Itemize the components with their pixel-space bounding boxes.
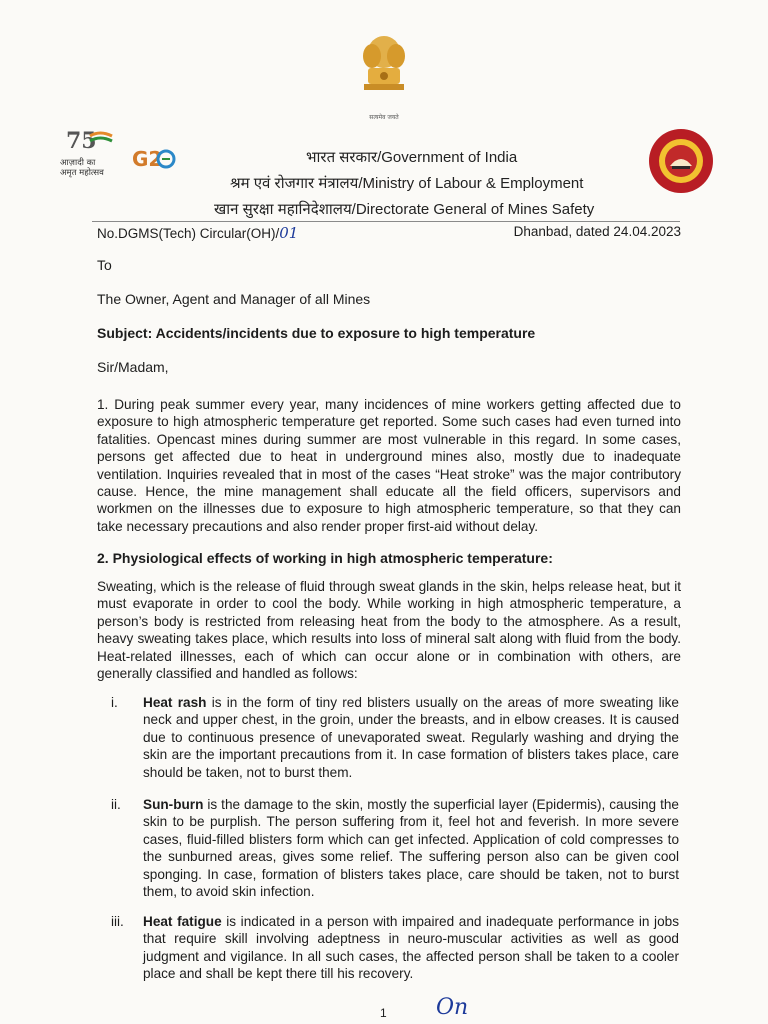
addressee: The Owner, Agent and Manager of all Mines	[97, 291, 371, 307]
svg-text:G2: G2	[132, 147, 163, 171]
left-logos	[60, 126, 200, 182]
list-item-text	[143, 694, 679, 781]
circular-number	[97, 224, 298, 242]
list-item-number: ii.	[111, 797, 121, 812]
list-item-body: is the damage to the skin, mostly the superficial layer (Epidermis), causing the skin to be purplish. The person suffering from it, feel hot and feverish. In more severe cases, fluid-filled blisters form which can get infected. Application of cold compresses to the sunburned areas, gives some relief. The suffering person also can be given cool sponging. In case, formation of blisters takes place, care should be taken, not to burst them, to avoid skin infection.	[143, 797, 679, 900]
dgms-seal-icon	[646, 126, 716, 196]
letterhead-ministry: श्रम एवं रोजगार मंत्रालय/Ministry of Labour & Employment	[230, 175, 584, 192]
list-item-term: Heat rash	[143, 695, 207, 710]
circular-number-text: No.DGMS(Tech) Circular(OH)/	[97, 226, 280, 241]
place-date: Dhanbad, dated 24.04.2023	[513, 224, 681, 239]
salutation: Sir/Madam,	[97, 359, 169, 375]
list-item-body: is indicated in a person with impaired and inadequate performance in jobs that require skill involving adeptness in neuro-muscular activities as well as good judgment and vigilance. In all such cases, the affected person shall be taken to a cooler place and shall be kept there till his recovery.	[143, 914, 679, 982]
to-label: To	[97, 257, 112, 273]
list-item-text	[143, 796, 679, 900]
paragraph-1: 1. During peak summer every year, many incidences of mine workers getting affected due to exposure to high atmospheric temperature get reported. Some such cases had even turned into fatalities. Opencast mines during summer are most vulnerable in this regard. In some cases, persons get affected due to heat in underground mines also, mostly due to inadequate ventilation. Inquiries revealed that in most of the cases “Heat stroke” was the major contributory cause. Hence, the mine management shall educate all the field officers, supervisors and workmen on the illnesses due to exposure to high atmospheric temperature, so that they can take necessary precautions and also render proper first-aid without delay.	[97, 397, 681, 534]
dgms-seal	[646, 126, 716, 196]
subject-line: Subject: Accidents/incidents due to exposure to high temperature	[97, 325, 536, 341]
list-item-body: is in the form of tiny red blisters usually on the areas of more sweating like neck and upper chest, in the groin, under the breasts, and in elbow creases. It is caused due to continuous presence of unevaporated sweat. Regularly washing and drying the skin are the important precautions from it. In case formation of blisters takes place, care should be taken, not to burst them.	[143, 695, 679, 780]
list-item-term: Heat fatigue	[143, 914, 222, 929]
letterhead-government: भारत सरकार/Government of India	[306, 149, 518, 166]
list-item-number: i.	[111, 695, 118, 710]
emblem-motto: सत्यमेव जयते	[369, 114, 399, 121]
national-emblem	[354, 30, 414, 121]
azadi-logo-line1: आज़ादी का	[60, 158, 96, 168]
azadi-logo-line2: अमृत महोत्सव	[60, 168, 104, 178]
header-rule	[92, 221, 680, 222]
circular-number-handwritten: 01	[279, 224, 299, 242]
list-item-number: iii.	[111, 914, 124, 929]
section-heading-2: 2. Physiological effects of working in high atmospheric temperature:	[97, 550, 553, 566]
handwritten-initials: On	[436, 995, 469, 1020]
lion-capital-icon	[354, 30, 414, 110]
page-number: 1	[380, 1006, 387, 1020]
letterhead-directorate: खान सुरक्षा महानिदेशालय/Directorate General of Mines Safety	[214, 201, 595, 218]
list-item-term: Sun-burn	[143, 797, 204, 812]
azadi-logo-text	[60, 158, 104, 178]
list-item-text	[143, 913, 679, 983]
paragraph-2: Sweating, which is the release of fluid through sweat glands in the skin, helps release heat, but it must evaporate in order to cool the body. While working in high atmospheric temperature, a person’s body is restricted from releasing heat from the body to the atmosphere. As a result, heavy sweating takes place, which results into loss of mineral salt along with fluid from the body. Heat-related illnesses, each of which can occur alone or in combination with others, are generally classified and handled as follows:	[97, 579, 681, 682]
svg-text:75: 75	[66, 128, 97, 154]
